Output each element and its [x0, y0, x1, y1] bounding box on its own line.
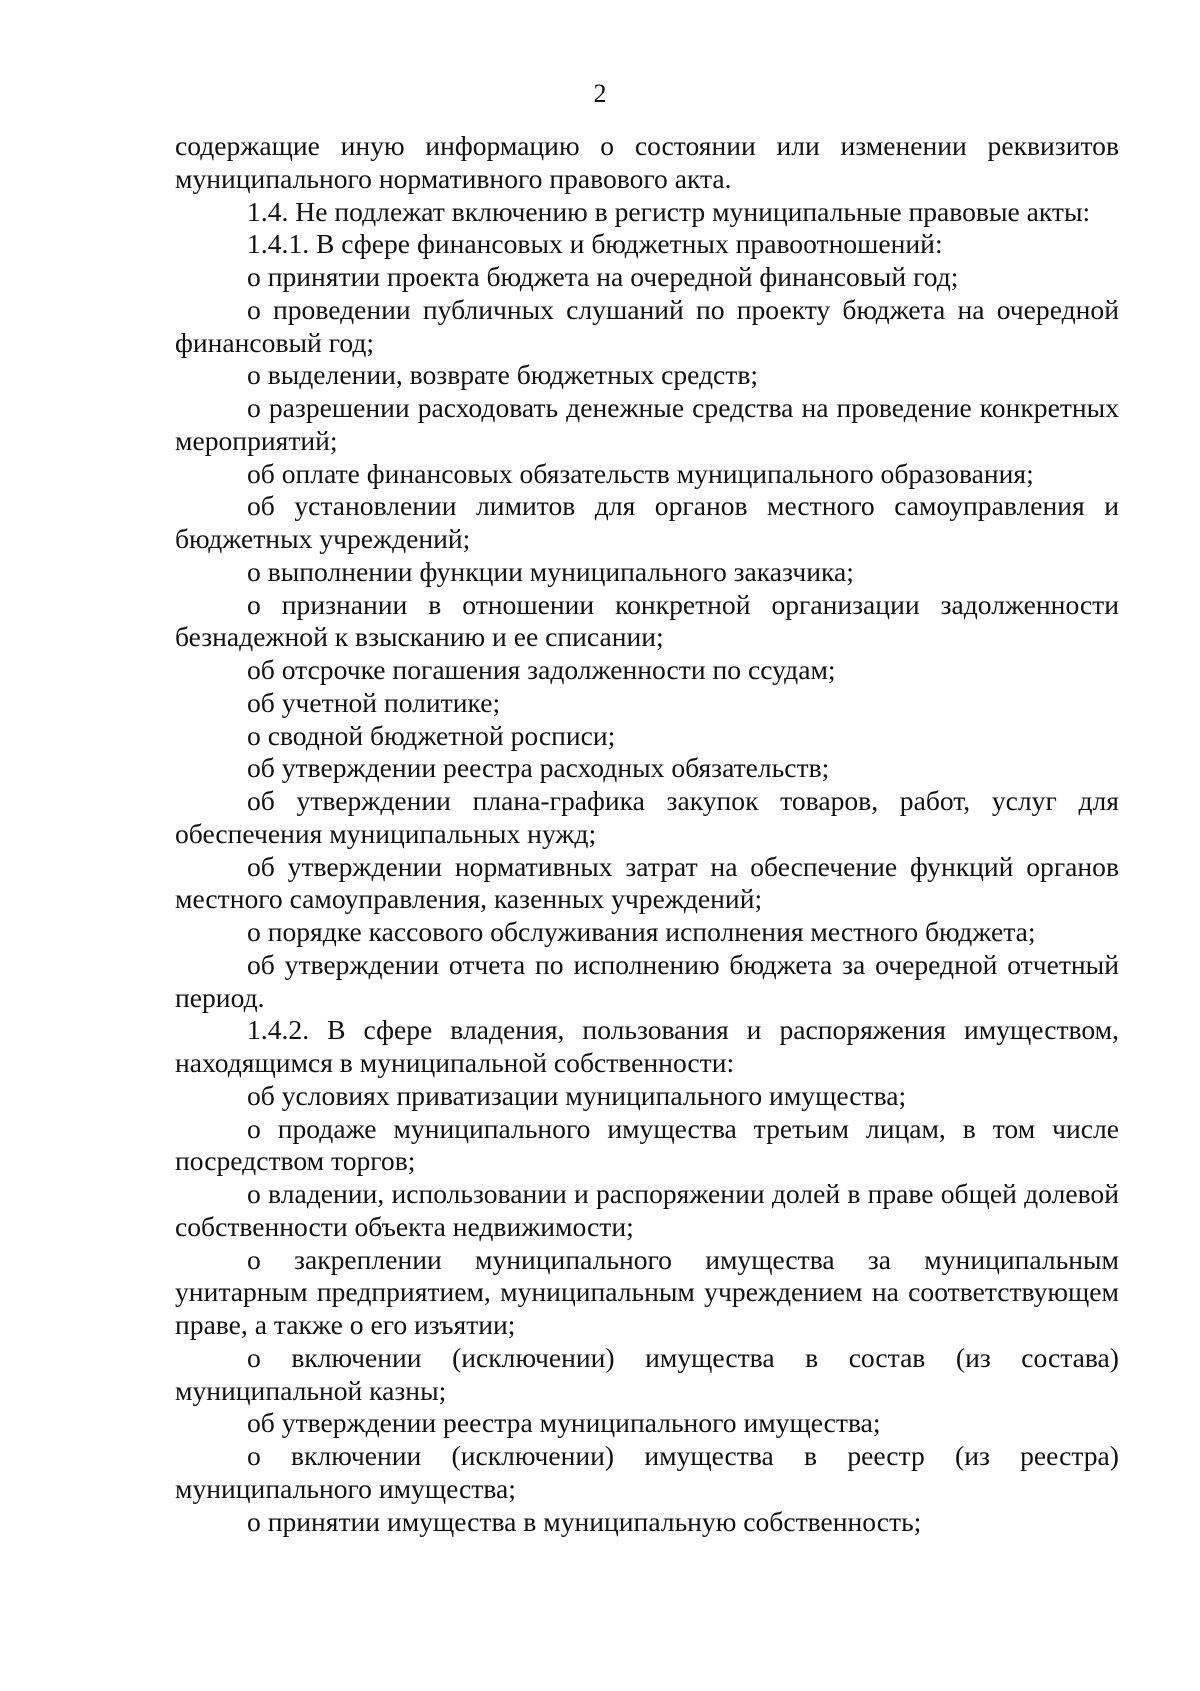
document-body	[175, 130, 1119, 1538]
list-item: об утверждении реестра муниципального имущества;	[247, 1407, 881, 1439]
list-item: о принятии проекта бюджета на очередной финансовый год;	[247, 261, 959, 292]
list-item: об учетной политике;	[247, 686, 501, 718]
list-item: об условиях приватизации муниципального имущества;	[247, 1079, 907, 1111]
list-item: о выделении, возврате бюджетных средств;	[247, 359, 759, 391]
list-item: о сводной бюджетной росписи;	[247, 719, 616, 751]
list-item: об оплате финансовых обязательств муниципального образования;	[247, 457, 1034, 489]
list-item: о принятии имущества в муниципальную собственность;	[247, 1505, 922, 1537]
section-1-4-2-heading: 1.4.2. В сфере владения, пользования и распоряжения имуществом, находящимся в муниципальной собственности:	[175, 1014, 1119, 1078]
list-item: о проведении публичных слушаний по проекту бюджета на очередной финансовый год;	[175, 293, 1119, 358]
list-item: о выполнении функции муниципального заказчика;	[247, 555, 854, 587]
list-item: об утверждении отчета по исполнению бюджета за очередной отчетный период.	[175, 948, 1119, 1013]
list-item: о включении (исключении) имущества в реестр (из реестра) муниципального имущества;	[175, 1440, 1119, 1504]
list-item: об установлении лимитов для органов местного самоуправления и бюджетных учреждений;	[175, 490, 1119, 554]
list-item: о порядке кассового обслуживания исполнения местного бюджета;	[247, 916, 1036, 947]
list-item: об отсрочке погашения задолженности по ссудам;	[247, 654, 836, 685]
list-item: о признании в отношении конкретной организации задолженности безнадежной к взысканию и ее списании;	[175, 588, 1119, 653]
list-item: об утверждении плана-графика закупок товаров, работ, услуг для обеспечения муниципальных нужд;	[175, 785, 1119, 849]
section-1-4-heading: 1.4. Не подлежат включению в регистр муниципальные правовые акты:	[247, 195, 1091, 227]
list-item: о разрешении расходовать денежные средства на проведение конкретных мероприятий;	[175, 392, 1119, 456]
paragraph-continuation: содержащие иную информацию о состоянии или изменении реквизитов муниципального нормативного правового акта.	[175, 130, 1119, 194]
list-item: об утверждении нормативных затрат на обеспечение функций органов местного самоуправления, казенных учреждений;	[175, 850, 1119, 915]
list-item: о владении, использовании и распоряжении долей в праве общей долевой собственности объекта недвижимости;	[175, 1178, 1119, 1242]
list-item: о продаже муниципального имущества третьим лицам, в том числе посредством торгов;	[175, 1112, 1119, 1177]
list-item: о закреплении муниципального имущества за муниципальным унитарным предприятием, муниципальным учреждением на соответствующем праве, а также о его изъятии;	[175, 1243, 1119, 1340]
list-item: о включении (исключении) имущества в состав (из состава) муниципальной казны;	[175, 1341, 1119, 1406]
section-1-4-1-heading: 1.4.1. В сфере финансовых и бюджетных правоотношений:	[247, 228, 943, 260]
page-number: 2	[593, 79, 607, 108]
list-item: об утверждении реестра расходных обязательств;	[247, 752, 830, 784]
